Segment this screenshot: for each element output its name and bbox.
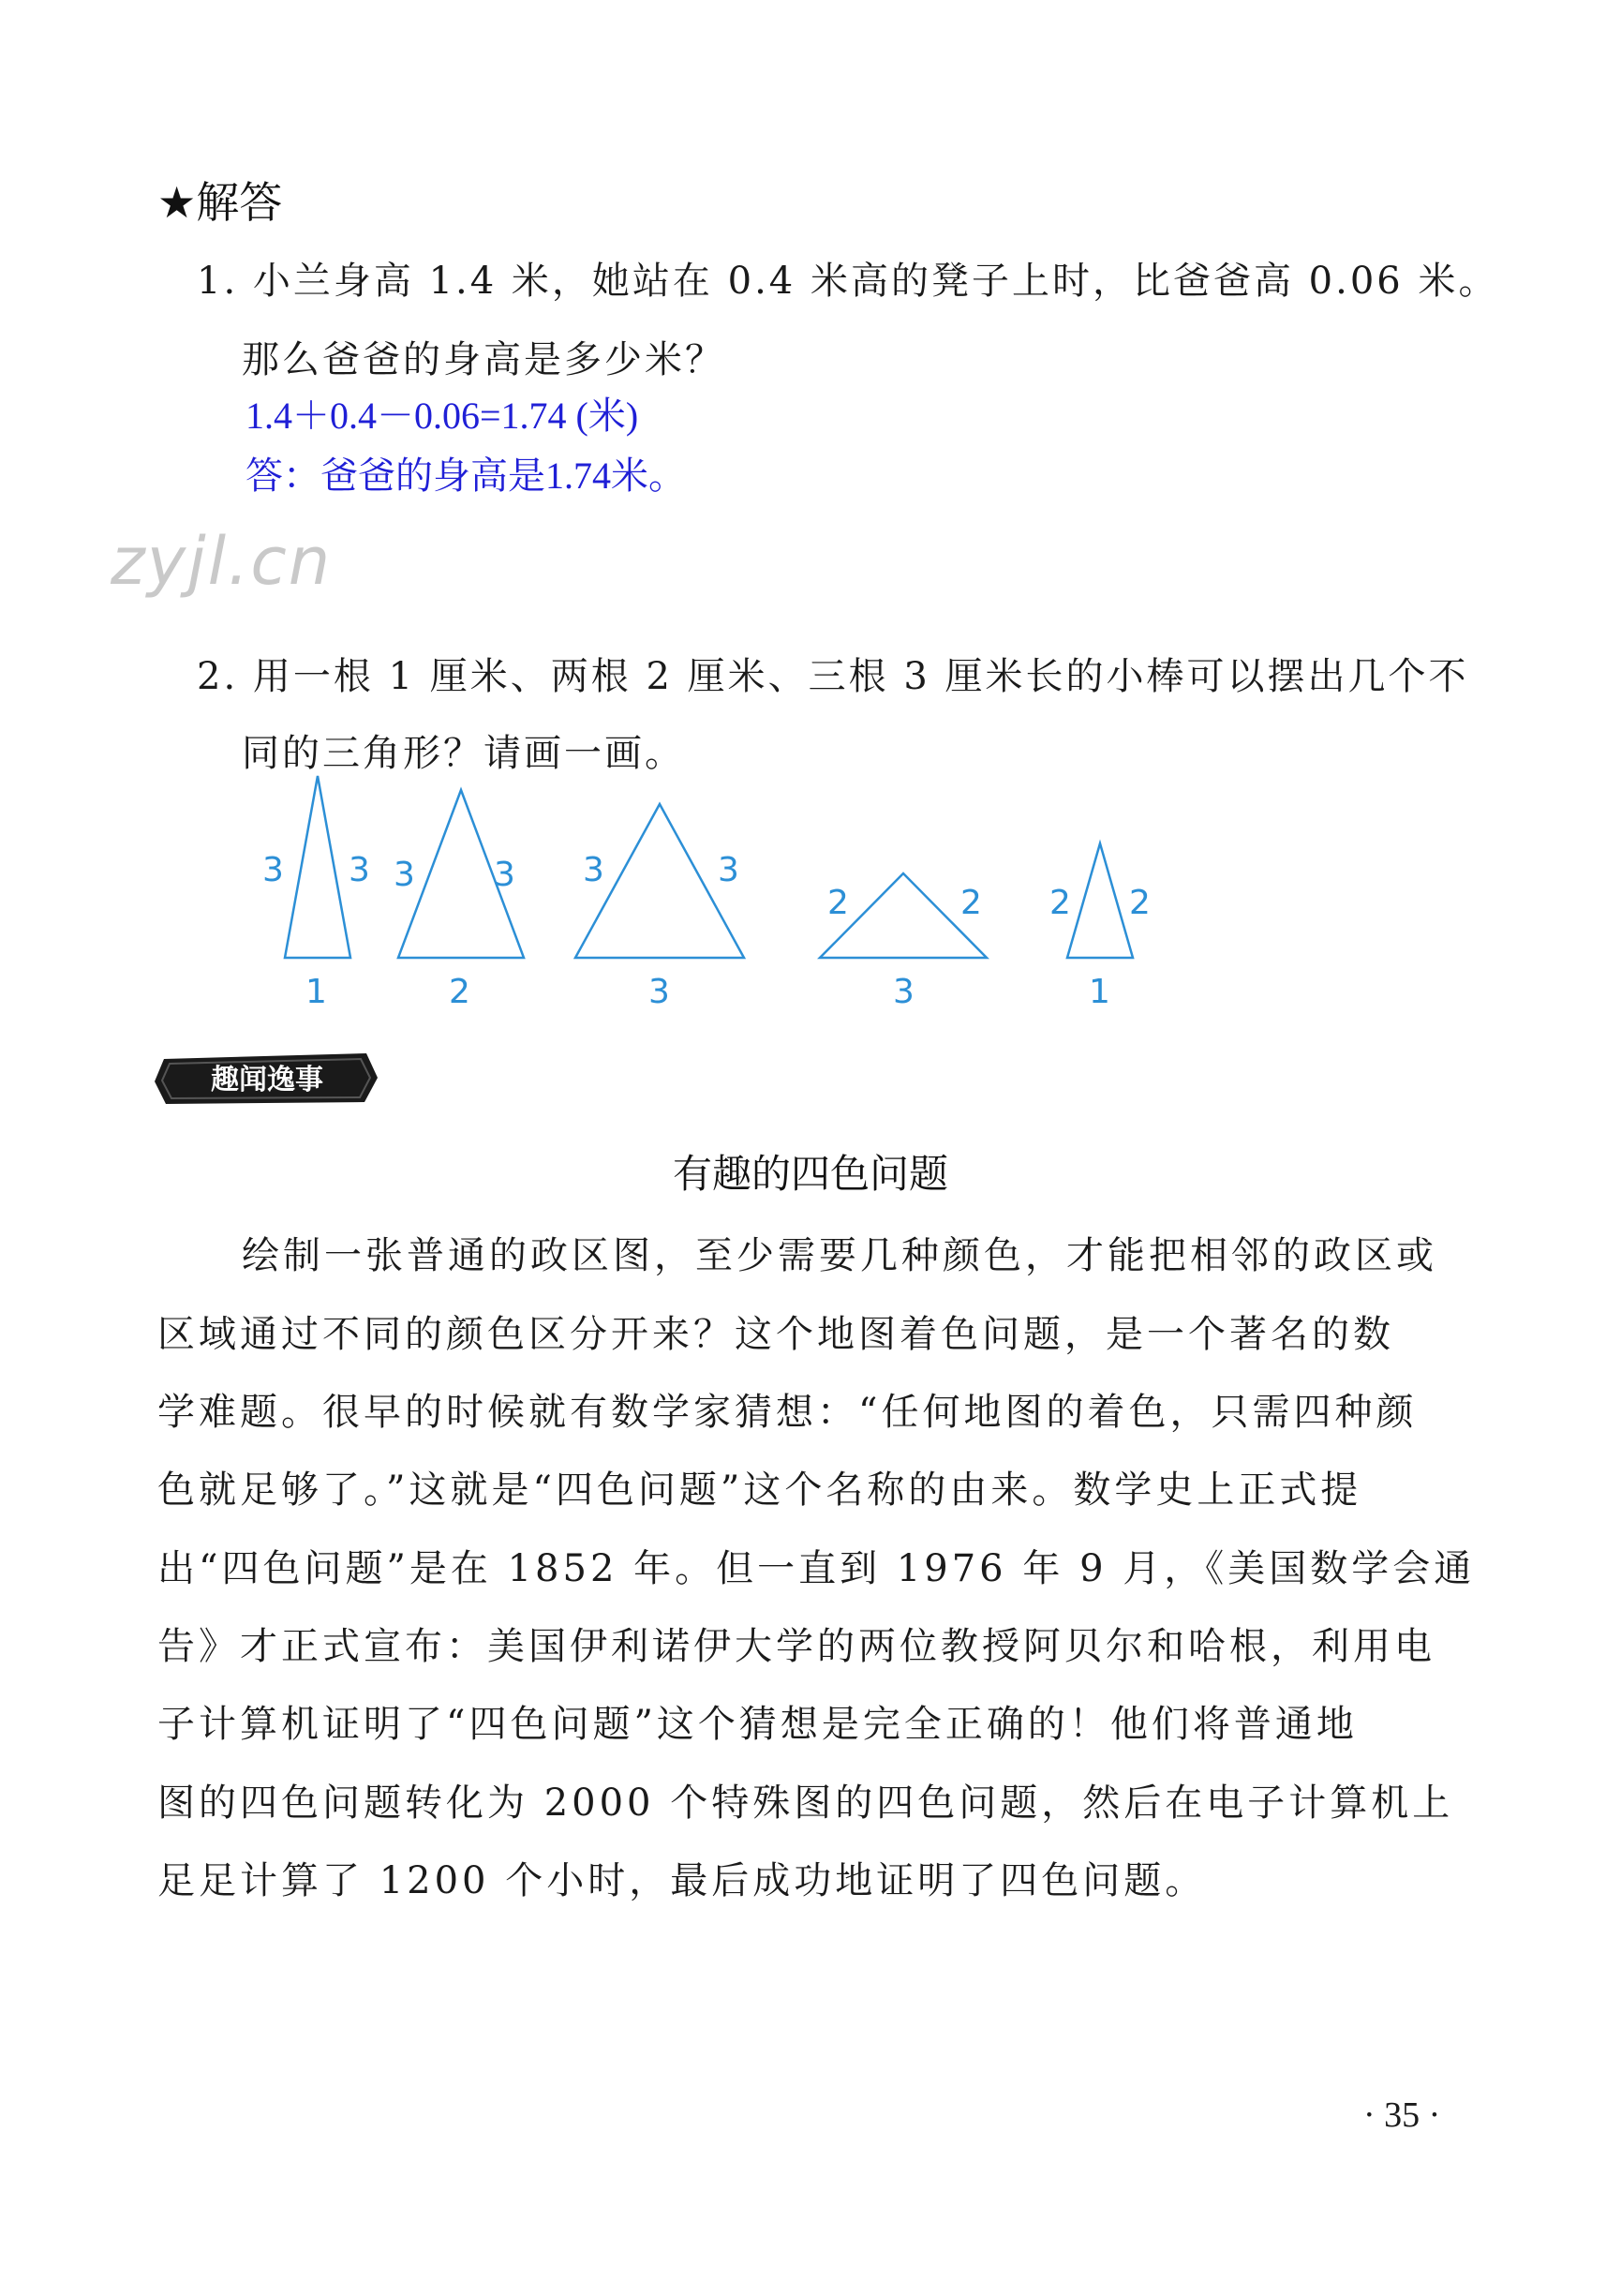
story-line: 子计算机证明了“四色问题”这个猜想是完全正确的！他们将普通地 [157,1703,1358,1746]
section-heading [157,169,282,231]
story-line: 区域通过不同的颜色区分开来？这个地图着色问题，是一个著名的数 [157,1313,1394,1356]
triangle-2-base-label: 2 [449,973,470,1011]
banner-label: 趣闻逸事 [211,1064,323,1096]
story-line: 图的四色问题转化为 2000 个特殊图的四色问题，然后在电子计算机上 [157,1782,1454,1825]
triangles-drawing [225,768,1181,1012]
triangle-4-base-label: 3 [893,973,915,1011]
triangle-1 [285,776,350,958]
star-icon: ★ [157,177,197,228]
triangle-4-right-label: 2 [960,884,982,922]
story-line: 学难题。很早的时候就有数学家猜想：“任何地图的着色，只需四种颜 [157,1391,1418,1434]
fun-facts-banner [155,1050,379,1108]
triangle-3-base-label: 3 [648,973,670,1011]
question-2-line-1: 2. 用一根 1 厘米、两根 2 厘米、三根 3 厘米长的小棒可以摆出几个不 [197,655,1469,698]
triangle-5-base-label: 1 [1089,973,1110,1011]
triangle-1-right-label: 3 [349,851,370,889]
triangle-2-left-label: 3 [394,856,415,894]
story-line: 绘制一张普通的政区图，至少需要几种颜色，才能把相邻的政区或 [242,1234,1437,1277]
triangle-5 [1067,843,1133,958]
triangle-1-base-label: 1 [305,973,327,1011]
triangle-1-left-label: 3 [262,851,284,889]
triangle-5-right-label: 2 [1129,884,1151,922]
triangle-5-left-label: 2 [1049,884,1071,922]
story-line: 出“四色问题”是在 1852 年。但一直到 1976 年 9 月，《美国数学会通 [157,1547,1476,1590]
story-title: 有趣的四色问题 [672,1151,948,1197]
question-2-line-2: 同的三角形？请画一画。 [242,732,685,775]
triangle-2-right-label: 3 [494,856,515,894]
story-line: 色就足够了。”这就是“四色问题”这个名称的由来。数学史上正式提 [157,1469,1362,1512]
answer-text: 答：爸爸的身高是1.74米。 [245,455,686,497]
story-line: 足足计算了 1200 个小时，最后成功地证明了四色问题。 [157,1859,1207,1902]
triangle-3-right-label: 3 [718,851,739,889]
story-line: 告》才正式宣布：美国伊利诺伊大学的两位教授阿贝尔和哈根，利用电 [157,1625,1435,1668]
watermark: zyjl.cn [111,523,333,600]
question-1-line-1: 1. 小兰身高 1.4 米，她站在 0.4 米高的凳子上时，比爸爸高 0.06 米。 [197,260,1499,303]
heading-text: 解答 [196,177,283,228]
question-1-line-2: 那么爸爸的身高是多少米？ [242,338,725,381]
page-number: · 35 · [1363,2095,1441,2135]
triangle-4-left-label: 2 [827,884,849,922]
triangle-3-left-label: 3 [583,851,604,889]
answer-calculation: 1.4＋0.4－0.06=1.74 (米) [245,395,639,437]
